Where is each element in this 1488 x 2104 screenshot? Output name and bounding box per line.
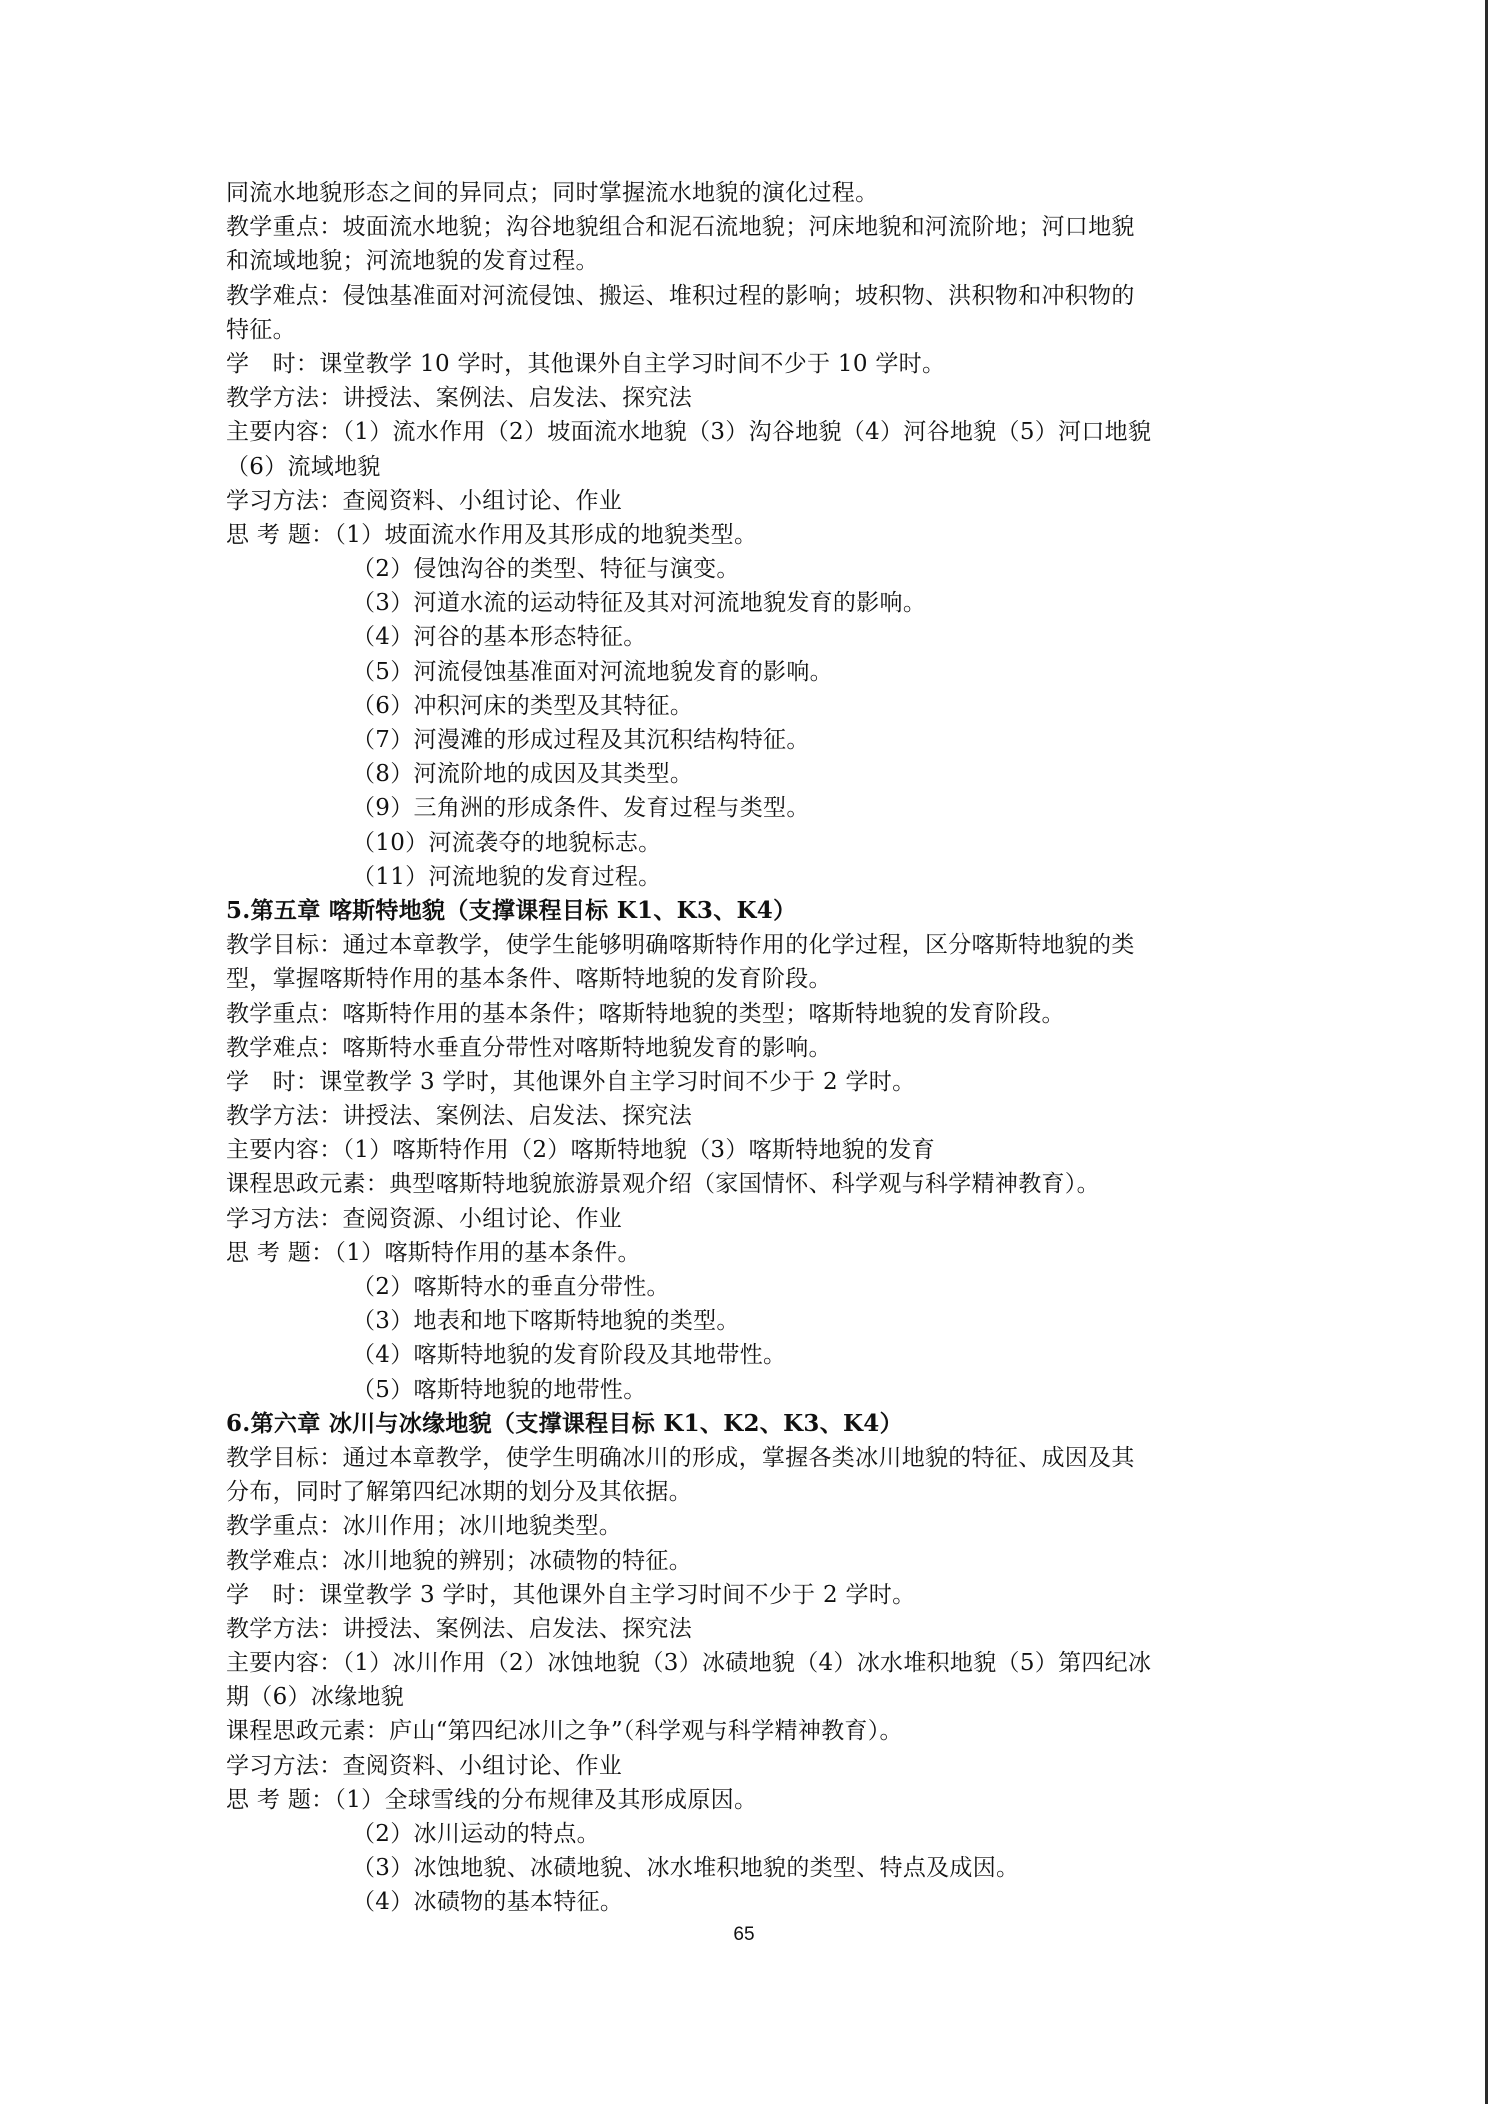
- text-line: 学习方法：查阅资源、小组讨论、作业: [226, 1205, 623, 1232]
- question-item: （9）三角洲的形成条件、发育过程与类型。: [352, 795, 810, 822]
- question-item: （4）冰碛物的基本特征。: [352, 1889, 624, 1916]
- text-line: 教学重点：冰川作用；冰川地貌类型。: [226, 1513, 623, 1540]
- question-item: （8）河流阶地的成因及其类型。: [352, 761, 694, 788]
- text-line: 主要内容：（1）流水作用（2）坡面流水地貌（3）沟谷地貌（4）河谷地貌（5）河口地貌: [226, 419, 1152, 446]
- text-line: 特征。: [226, 316, 296, 343]
- text-line: 教学目标：通过本章教学，使学生明确冰川的形成，掌握各类冰川地貌的特征、成因及其: [226, 1444, 1135, 1471]
- text-line: 学 时：课堂教学 3 学时，其他课外自主学习时间不少于 2 学时。: [226, 1068, 916, 1095]
- question-item: （5）河流侵蚀基准面对河流地貌发育的影响。: [352, 658, 833, 685]
- text-line: 学 时：课堂教学 3 学时，其他课外自主学习时间不少于 2 学时。: [226, 1581, 916, 1608]
- question-item: （4）喀斯特地貌的发育阶段及其地带性。: [352, 1342, 787, 1369]
- question-item: （2）喀斯特水的垂直分带性。: [352, 1274, 670, 1300]
- text-line: 主要内容：（1）喀斯特作用（2）喀斯特地貌（3）喀斯特地貌的发育: [226, 1137, 935, 1164]
- page-number: 65: [733, 1924, 755, 1945]
- text-line: 教学方法：讲授法、案例法、启发法、探究法: [226, 1615, 692, 1642]
- text-line: 课程思政元素：庐山“第四纪冰川之争”（科学观与科学精神教育）。: [226, 1718, 903, 1745]
- question-item: （3）冰蚀地貌、冰碛地貌、冰水堆积地貌的类型、特点及成因。: [352, 1855, 1020, 1882]
- question-item: （6）冲积河床的类型及其特征。: [352, 692, 694, 719]
- text-line: 主要内容：（1）冰川作用（2）冰蚀地貌（3）冰碛地貌（4）冰水堆积地貌（5）第四纪冰: [226, 1650, 1152, 1677]
- question-item: （3）河道水流的运动特征及其对河流地貌发育的影响。: [352, 590, 927, 617]
- text-line: 教学重点：坡面流水地貌；沟谷地貌组合和泥石流地貌；河床地貌和河流阶地；河口地貌: [226, 214, 1135, 241]
- text-line: 教学难点：冰川地貌的辨别；冰碛物的特征。: [226, 1547, 692, 1574]
- text-line: 分布，同时了解第四纪冰期的划分及其依据。: [226, 1479, 692, 1506]
- text-line: 教学目标：通过本章教学，使学生能够明确喀斯特作用的化学过程，区分喀斯特地貌的类: [226, 932, 1135, 959]
- text-line: 型，掌握喀斯特作用的基本条件、喀斯特地貌的发育阶段。: [226, 966, 832, 993]
- text-line: 教学难点：喀斯特水垂直分带性对喀斯特地貌发育的影响。: [226, 1034, 832, 1061]
- document-body: [226, 176, 1266, 1920]
- chapter-heading: 5.第五章 喀斯特地貌（支撑课程目标 K1、K3、K4）: [226, 896, 797, 924]
- question-item: （5）喀斯特地貌的地带性。: [352, 1376, 647, 1403]
- text-line: 教学重点：喀斯特作用的基本条件；喀斯特地貌的类型；喀斯特地貌的发育阶段。: [226, 1000, 1065, 1027]
- text-line: （6）流域地貌: [226, 453, 381, 480]
- text-line: 学习方法：查阅资料、小组讨论、作业: [226, 1752, 623, 1779]
- question-item: （7）河漫滩的形成过程及其沉积结构特征。: [352, 727, 810, 753]
- question-item: （11）河流地貌的发育过程。: [352, 863, 662, 890]
- question-item: （4）河谷的基本形态特征。: [352, 624, 647, 651]
- question-item: （3）地表和地下喀斯特地貌的类型。: [352, 1308, 740, 1335]
- text-line: 同流水地貌形态之间的异同点；同时掌握流水地貌的演化过程。: [226, 180, 879, 206]
- question-item: （2）侵蚀沟谷的类型、特征与演变。: [352, 556, 740, 583]
- question-item: （2）冰川运动的特点。: [352, 1821, 600, 1847]
- text-line: 课程思政元素：典型喀斯特地貌旅游景观介绍（家国情怀、科学观与科学精神教育）。: [226, 1171, 1100, 1198]
- text-line: 教学难点：侵蚀基准面对河流侵蚀、搬运、堆积过程的影响；坡积物、洪积物和冲积物的: [226, 282, 1135, 309]
- text-line: 思 考 题：（1）全球雪线的分布规律及其形成原因。: [226, 1786, 758, 1813]
- text-line: 期（6）冰缘地貌: [226, 1684, 405, 1711]
- text-line: 教学方法：讲授法、案例法、启发法、探究法: [226, 1103, 692, 1130]
- text-line: 学 时：课堂教学 10 学时，其他课外自主学习时间不少于 10 学时。: [226, 350, 946, 377]
- text-line: 学习方法：查阅资料、小组讨论、作业: [226, 487, 623, 514]
- text-line: 思 考 题：（1）坡面流水作用及其形成的地貌类型。: [226, 521, 758, 548]
- text-line: 和流域地貌；河流地貌的发育过程。: [226, 248, 599, 275]
- text-line: 教学方法：讲授法、案例法、启发法、探究法: [226, 385, 692, 412]
- question-item: （10）河流袭夺的地貌标志。: [352, 829, 662, 856]
- chapter-heading: 6.第六章 冰川与冰缘地貌（支撑课程目标 K1、K2、K3、K4）: [226, 1409, 903, 1437]
- text-line: 思 考 题：（1）喀斯特作用的基本条件。: [226, 1239, 641, 1266]
